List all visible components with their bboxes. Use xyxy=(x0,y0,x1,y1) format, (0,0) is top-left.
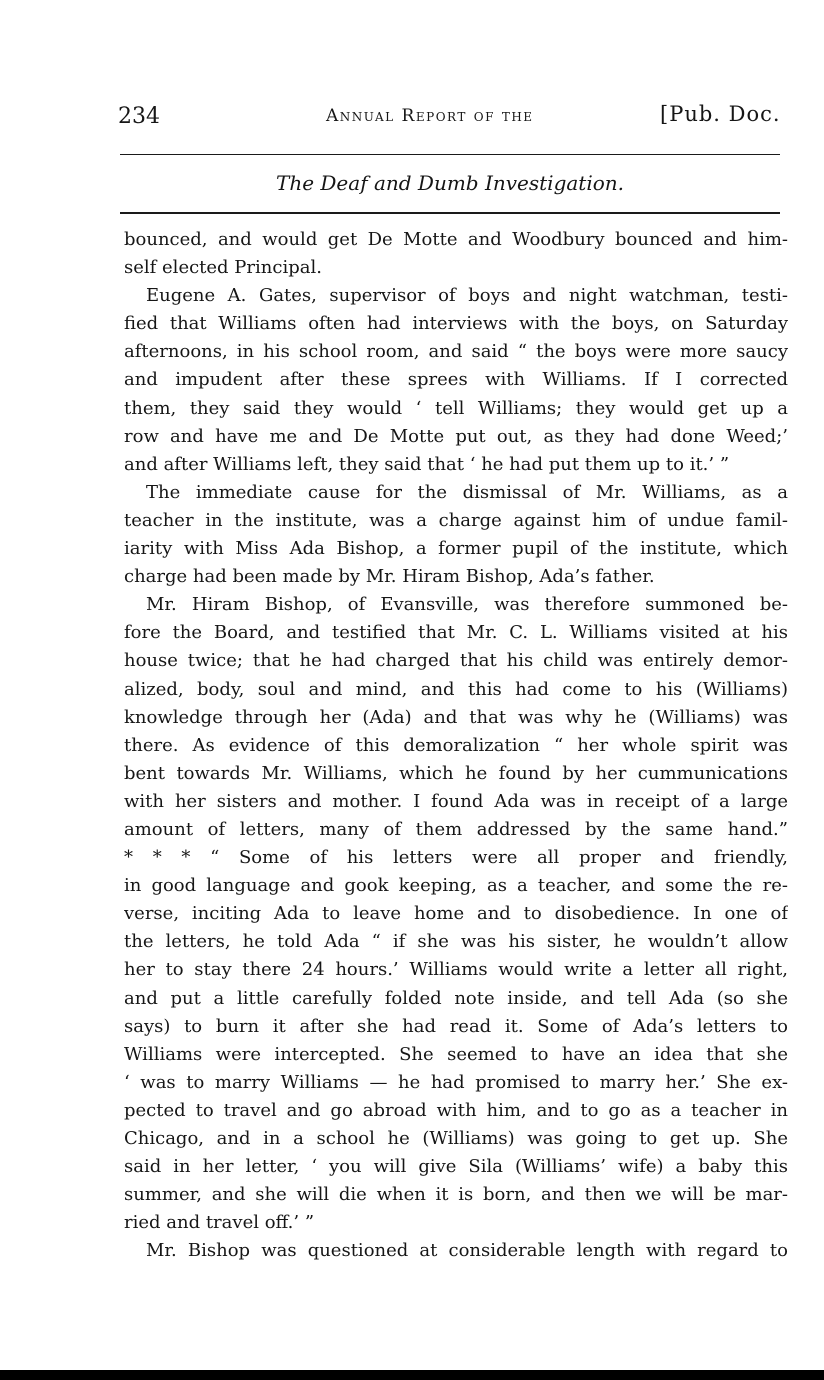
text-line: * * * “ Some of his letters were all proper and friendly, xyxy=(124,847,788,869)
text-line: the letters, he told Ada “ if she was his sister, he wouldn’t allow xyxy=(124,931,788,953)
text-line: teacher in the institute, was a charge against him of undue famil- xyxy=(124,509,788,531)
text-line: ried and travel off.’ ” xyxy=(124,1212,315,1234)
text-line: with her sisters and mother. I found Ada was in receipt of a large xyxy=(124,790,788,812)
text-line: amount of letters, many of them addressed by the same hand.” xyxy=(124,818,788,840)
text-line: said in her letter, ‘ you will give Sila (Williams’ wife) a baby this xyxy=(124,1156,788,1178)
text-line: alized, body, soul and mind, and this had come to his (Williams) xyxy=(124,678,788,700)
text-line: knowledge through her (Ada) and that was why he (Williams) was xyxy=(124,706,788,728)
text-line: and put a little carefully folded note inside, and tell Ada (so she xyxy=(124,987,788,1009)
scan-edge-bar xyxy=(0,1370,824,1380)
text-line: pected to travel and go abroad with him, and to go as a teacher in xyxy=(124,1099,788,1121)
text-line: and impudent after these sprees with Williams. If I corrected xyxy=(124,369,788,391)
text-line: fied that Williams often had interviews with the boys, on Saturday xyxy=(124,313,788,335)
text-line: in good language and gook keeping, as a teacher, and some the re- xyxy=(124,875,788,897)
text-line: ‘ was to marry Williams — he had promised to marry her.’ She ex- xyxy=(124,1071,788,1093)
text-line: iarity with Miss Ada Bishop, a former pupil of the institute, which xyxy=(124,538,788,560)
body-text xyxy=(124,226,788,1265)
text-line: Chicago, and in a school he (Williams) was going to get up. She xyxy=(124,1128,788,1149)
text-line: house twice; that he had charged that his child was entirely demor- xyxy=(124,650,788,672)
page-number: 234 xyxy=(118,104,160,129)
text-line: them, they said they would ‘ tell Williams; they would get up a xyxy=(124,397,788,419)
section-title: The Deaf and Dumb Investigation. xyxy=(275,171,625,195)
text-line: Eugene A. Gates, supervisor of boys and night watchman, testi- xyxy=(146,285,788,307)
text-line: summer, and she will die when it is born, and then we will be mar- xyxy=(124,1184,788,1206)
text-line: bounced, and would get De Motte and Woodbury bounced and him- xyxy=(124,229,788,250)
document-label: [Pub. Doc. xyxy=(660,102,781,126)
text-line: Mr. Bishop was questioned at considerable length with regard to xyxy=(146,1240,788,1262)
text-line: Williams were intercepted. She seemed to have an idea that she xyxy=(124,1043,788,1065)
text-line: fore the Board, and testified that Mr. C. L. Williams visited at his xyxy=(124,622,788,644)
header-rule-top xyxy=(120,154,780,155)
text-line: her to stay there 24 hours.’ Williams would write a letter all right, xyxy=(124,959,788,981)
text-line: bent towards Mr. Williams, which he found by her cummunications xyxy=(124,762,788,784)
text-line: The immediate cause for the dismissal of Mr. Williams, as a xyxy=(146,481,788,503)
text-line: self elected Principal. xyxy=(124,257,322,279)
text-line: says) to burn it after she had read it. Some of Ada’s letters to xyxy=(124,1015,788,1037)
running-title: Annual Report of the xyxy=(326,106,534,126)
text-line: Mr. Hiram Bishop, of Evansville, was therefore summoned be- xyxy=(146,594,788,616)
text-line: and after Williams left, they said that ‘ he had put them up to it.’ ” xyxy=(124,453,730,475)
text-line: afternoons, in his school room, and said “ the boys were more saucy xyxy=(124,341,788,363)
header-rule-bottom xyxy=(120,212,780,214)
text-line: there. As evidence of this demoralization “ her whole spirit was xyxy=(124,734,788,756)
text-line: verse, inciting Ada to leave home and to disobedience. In one of xyxy=(124,903,788,925)
text-line: charge had been made by Mr. Hiram Bishop, Ada’s father. xyxy=(124,566,655,588)
text-line: row and have me and De Motte put out, as they had done Weed;’ xyxy=(124,425,788,447)
